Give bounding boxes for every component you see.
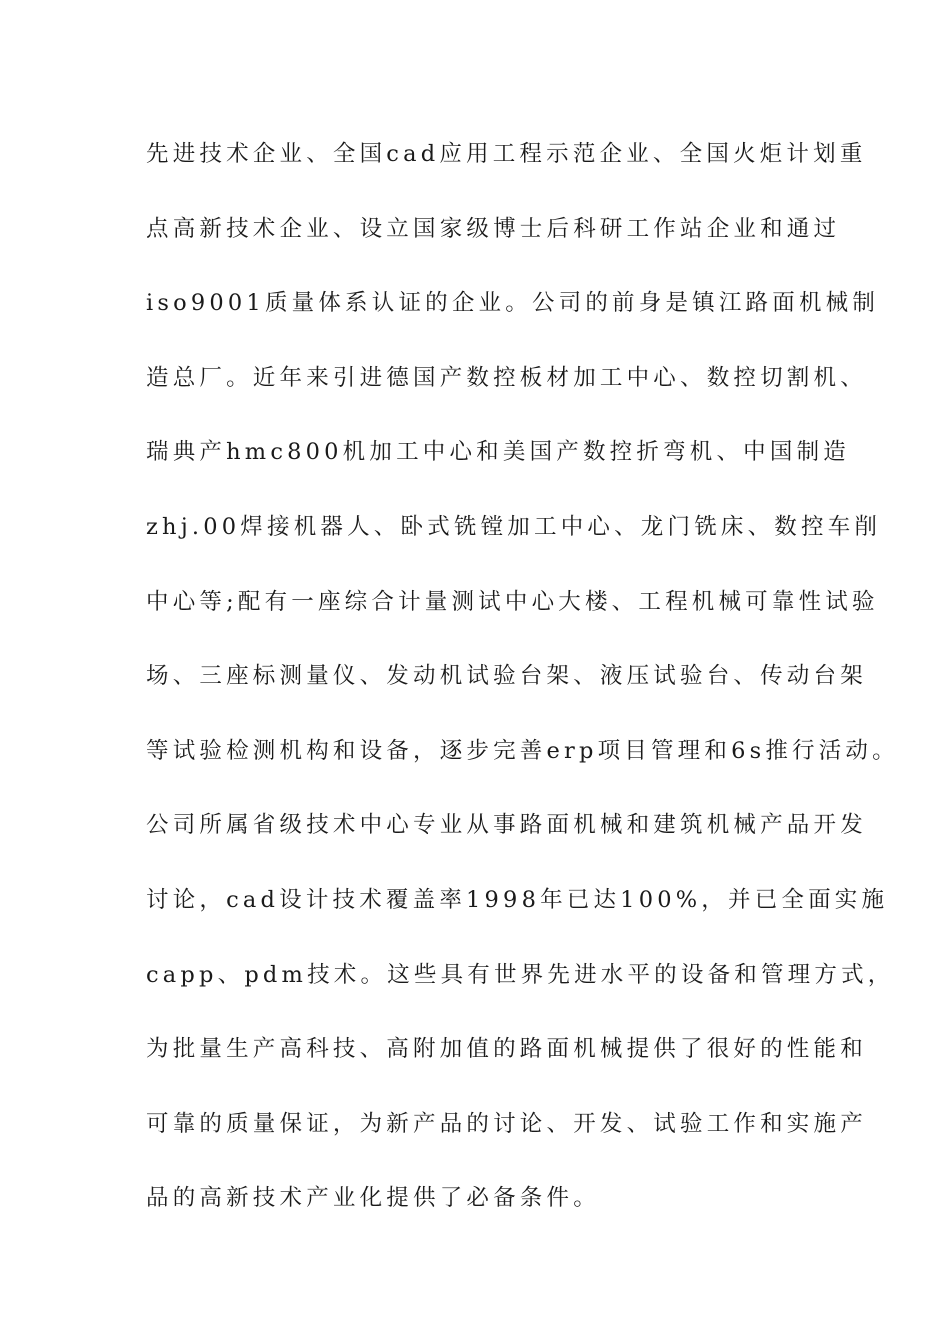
text-line: 等试验检测机构和设备，逐步完善erp项目管理和6s推行活动。 [146,737,899,764]
text-line: 公司所属省级技术中心专业从事路面机械和建筑机械产品开发 [146,812,867,839]
text-line: 场、三座标测量仪、发动机试验台架、液压试验台、传动台架 [146,663,867,690]
text-line: 造总厂。近年来引进德国产数控板材加工中心、数控切割机、 [146,364,867,391]
text-line: 讨论，cad设计技术覆盖率1998年已达100%，并已全面实施 [146,886,889,913]
body-paragraph [146,131,899,1250]
text-line: iso9001质量体系认证的企业。公司的前身是镇江路面机械制 [146,290,880,317]
text-line: capp、pdm技术。这些具有世界先进水平的设备和管理方式， [146,961,895,988]
text-line: 品的高新技术产业化提供了必备条件。 [146,1185,600,1212]
text-line: 为批量生产高科技、高附加值的路面机械提供了很好的性能和 [146,1036,867,1063]
text-line: 点高新技术企业、设立国家级博士后科研工作站企业和通过 [146,215,841,242]
text-line: 先进技术企业、全国cad应用工程示范企业、全国火炬计划重 [146,141,867,167]
text-line: 瑞典产hmc800机加工中心和美国产数控折弯机、中国制造 [146,439,850,466]
text-line: 中心等;配有一座综合计量测试中心大楼、工程机械可靠性试验 [146,588,879,615]
text-line: zhj.00焊接机器人、卧式铣镗加工中心、龙门铣床、数控车削 [146,513,882,540]
text-line: 可靠的质量保证，为新产品的讨论、开发、试验工作和实施产 [146,1110,867,1137]
